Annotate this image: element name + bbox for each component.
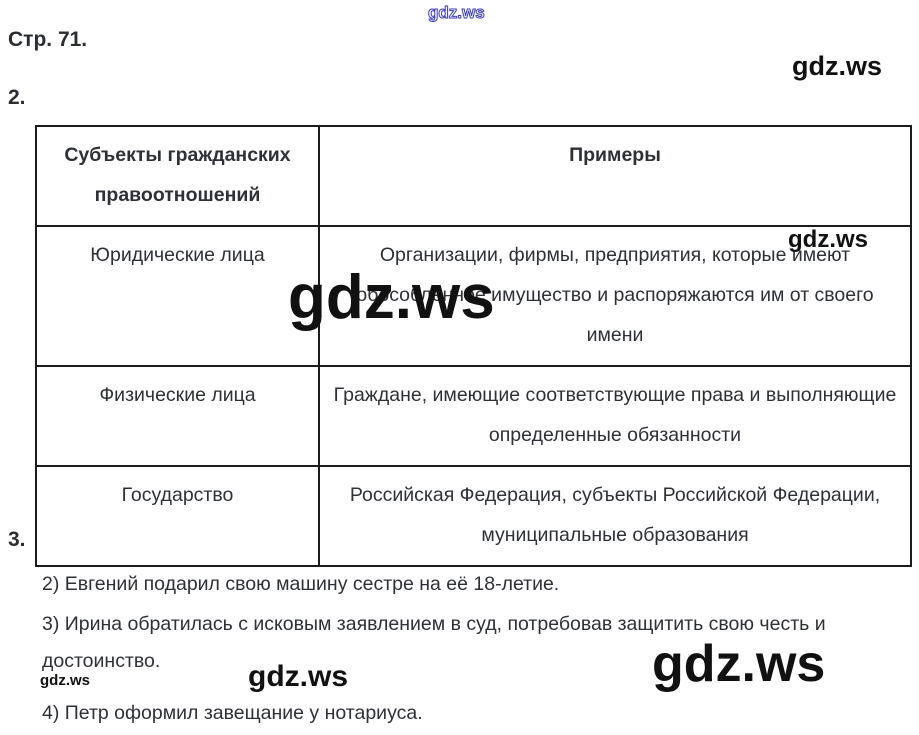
watermark-top-right: gdz.ws	[792, 51, 883, 81]
header-examples: Примеры	[319, 126, 911, 226]
header-subject: Субъекты гражданских правоотношений	[36, 126, 319, 226]
table-row	[36, 366, 911, 466]
watermark-table-small: gdz.ws	[788, 226, 869, 253]
watermark-bottom-left: gdz.ws	[40, 672, 91, 689]
case-item: 3) Ирина обратилась с исковым заявлением в суд, потребовав защитить свою честь и достоинство.	[42, 613, 826, 672]
section-2-label: 2.	[8, 86, 26, 109]
table-row	[36, 466, 911, 566]
case-item: 2) Евгений подарил свою машину сестре на её 18-летие.	[42, 573, 560, 595]
subjects-table	[35, 125, 912, 567]
watermark-top-center: gdz.ws	[428, 3, 485, 22]
cell-example: Граждане, имеющие соответствующие права и выполняющие определенные обязанности	[319, 366, 911, 466]
page-heading: Стр. 71.	[8, 28, 88, 51]
cell-subject: Физические лица	[36, 366, 319, 466]
watermark-bottom-right: gdz.ws	[652, 635, 826, 693]
cell-subject: Государство	[36, 466, 319, 566]
section-3-label: 3.	[8, 528, 26, 551]
cell-subject: Юридические лица	[36, 226, 319, 366]
cell-example: Организации, фирмы, предприятия, которые имеют обособленное имущество и распоряжаются им от своего имени	[319, 226, 911, 366]
table-row	[36, 226, 911, 366]
watermark-table-large: gdz.ws	[288, 263, 495, 332]
watermark-bottom-center: gdz.ws	[248, 660, 349, 693]
cell-example: Российская Федерация, субъекты Российской Федерации, муниципальные образования	[319, 466, 911, 566]
case-item: 4) Петр оформил завещание у нотариуса.	[42, 702, 423, 724]
table-header-row	[36, 126, 911, 226]
